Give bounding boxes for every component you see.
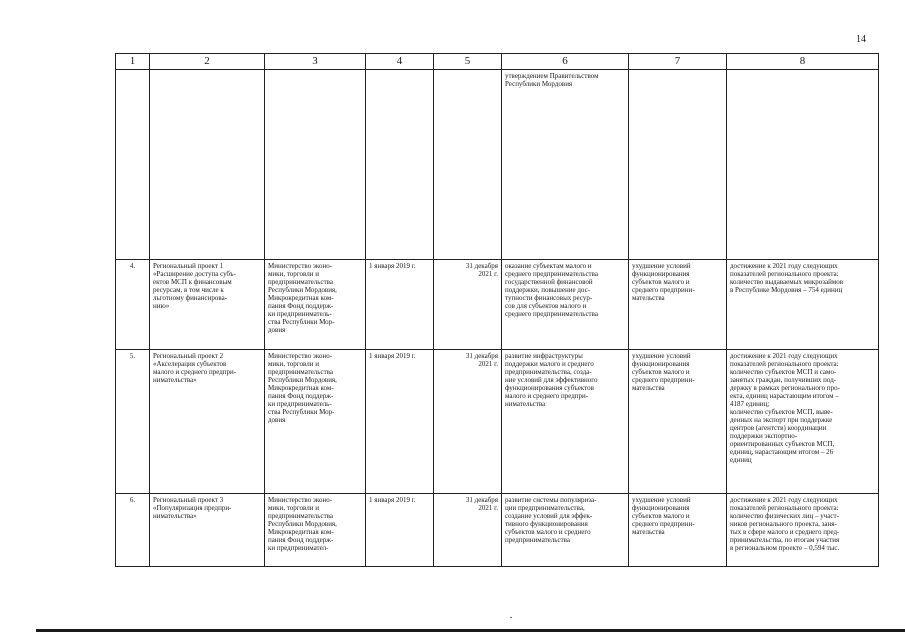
cell-project: Региональный проект 3 «Популяризация предпри- нимательства»	[150, 494, 265, 567]
scan-speck	[510, 617, 512, 618]
table-row-continuation	[116, 70, 879, 260]
cell-number	[116, 70, 150, 260]
column-header: 6	[502, 54, 629, 70]
scan-edge-line	[36, 629, 905, 632]
cell-number: 4.	[116, 260, 150, 350]
cell-consequence: ухудшение условий функционирования субъектов малого и среднего предприни- мательства	[629, 494, 727, 567]
table-row	[116, 260, 879, 350]
cell-result: развитие системы популяриза- ции предпринимательства, создание условий для эффек- тивного функционирования субъектов малого и среднего предпринимательства	[502, 494, 629, 567]
cell-start-date: 1 января 2019 г.	[366, 494, 434, 567]
column-header: 2	[150, 54, 265, 70]
page-number: 14	[856, 34, 866, 45]
column-header: 8	[727, 54, 879, 70]
column-header: 5	[434, 54, 502, 70]
cell-end-date: 31 декабря 2021 г.	[434, 350, 502, 494]
cell-executor: Министерство эконо- мики, торговли и предпринимательства Республики Мордовия, Микрокредитная ком- пания Фонд поддерж- ки предприниматель- ства Республики Мор- довия	[265, 260, 366, 350]
cell-end-date: 31 декабря 2021 г.	[434, 260, 502, 350]
cell-consequence	[629, 70, 727, 260]
cell-result: оказание субъектам малого и среднего предпринимательства государственной финансовой поддержки, повышение дос- тупности финансовых ресур- сов для субъектов малого и среднего предпринимательства	[502, 260, 629, 350]
cell-consequence: ухудшение условий функционирования субъектов малого и среднего предприни- мательства	[629, 350, 727, 494]
cell-indicators: достижение к 2021 году следующих показателей регионального проекта: количество субъектов МСП и само- занятых граждан, получивших под- держку в рамках регионального про- екта, единиц нарастающим итогом – 4187 единиц; количество субъектов МСП, выве- денных на экспорт при поддержке центров (агентств) координации поддержки экспортно- ориентированных субъектов МСП, единиц, нарастающим итогом – 26 единиц	[727, 350, 879, 494]
cell-start-date	[366, 70, 434, 260]
cell-indicators: достижение к 2021 году следующих показателей регионального проекта: количество физических лиц – участ- ников регионального проекта, заня- тых в сфере малого и среднего пред- принимательства, по итогам участия в региональном проекте – 0,594 тыс.	[727, 494, 879, 567]
cell-executor	[265, 70, 366, 260]
table-row	[116, 350, 879, 494]
cell-number: 6.	[116, 494, 150, 567]
measures-table	[115, 53, 879, 567]
cell-result: развитие инфраструктуры поддержки малого и среднего предпринимательства, созда- ние условий для эффективного функционирования субъектов малого и среднего предпри- нимательства	[502, 350, 629, 494]
table-header-row	[116, 54, 879, 70]
cell-project: Региональный проект 1 «Расширение доступа субъ- ектов МСП к финансовым ресурсам, в том числе к льготному финансирова- нию»	[150, 260, 265, 350]
cell-number: 5.	[116, 350, 150, 494]
cell-executor: Министерство эконо- мики, торговли и предпринимательства Республики Мордовия, Микрокредитная ком- пания Фонд поддерж- ки предприниматель- ства Республики Мор- довия	[265, 350, 366, 494]
table-row	[116, 494, 879, 567]
cell-end-date: 31 декабря 2021 г.	[434, 494, 502, 567]
cell-end-date	[434, 70, 502, 260]
cell-executor: Министерство эконо- мики, торговли и предпринимательства Республики Мордовия, Микрокредитная ком- пания Фонд поддерж- ки предпринимател-	[265, 494, 366, 567]
cell-project: Региональный проект 2 «Акселерация субъектов малого и среднего предпри- нимательства»	[150, 350, 265, 494]
cell-project	[150, 70, 265, 260]
column-header: 1	[116, 54, 150, 70]
column-header: 7	[629, 54, 727, 70]
column-header: 3	[265, 54, 366, 70]
cell-consequence: ухудшение условий функционирования субъектов малого и среднего предприни- мательства	[629, 260, 727, 350]
column-header: 4	[366, 54, 434, 70]
cell-start-date: 1 января 2019 г.	[366, 350, 434, 494]
cell-start-date: 1 января 2019 г.	[366, 260, 434, 350]
cell-indicators	[727, 70, 879, 260]
cell-result: утверждением Правительством Республики Мордовия	[502, 70, 629, 260]
cell-indicators: достижение к 2021 году следующих показателей регионального проекта: количество выдаваемых микрозаймов в Республике Мордовия – 754 единиц	[727, 260, 879, 350]
